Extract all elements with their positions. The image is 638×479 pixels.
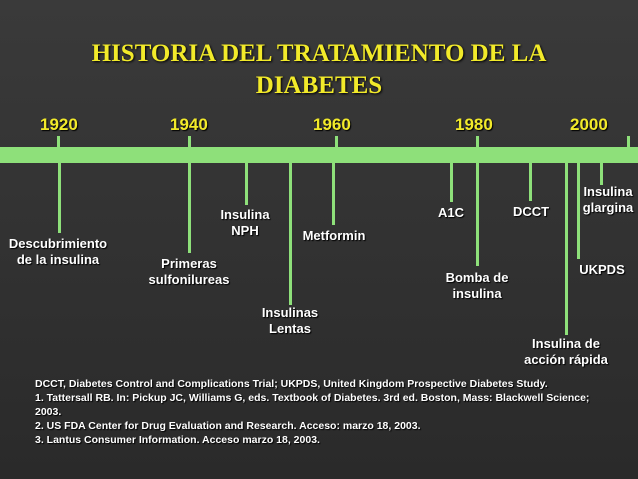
event-line-metformin [332,163,335,225]
event-glargina-line2: glargina [582,200,634,215]
event-a1c-line1: A1C [437,205,464,220]
event-metformin [295,228,373,244]
footnote-ref-1: 1. Tattersall RB. In: Pickup JC, Williams G, eds. Textbook of Diabetes. 3rd ed. Boston, Mass: Blackwell Science; [35,392,590,404]
event-primeras-line2: sulfonilureas [148,272,230,287]
event-metformin-line1: Metformin [302,228,366,243]
tick-1980 [476,136,479,147]
event-glargina [578,184,638,216]
event-rapida-line2: acción rápida [524,352,608,367]
footnote-ref-3: 3. Lantus Consumer Information. Acceso marzo 18, 2003. [35,434,320,446]
event-descubrimiento-line1: Descubrimiento [8,236,108,251]
year-label-2000: 2000 [570,115,608,134]
event-line-descubrimiento [58,163,61,233]
event-bomba-line2: insulina [452,286,502,301]
event-ukpds [574,262,630,278]
event-lentas [255,305,325,337]
event-bomba-line1: Bomba de [445,270,509,285]
event-glargina-line1: Insulina [583,184,633,199]
event-rapida-line1: Insulina de [532,336,600,351]
event-line-a1c [450,163,453,202]
event-ukpds-line1: UKPDS [579,262,625,277]
event-dcct-line1: DCCT [512,204,550,219]
event-nph-line2: NPH [231,223,259,238]
tick-1920 [57,136,60,147]
year-label-1920: 1920 [40,115,78,134]
event-nph-line1: Insulina [220,207,270,222]
event-line-lentas [289,163,292,305]
year-label-1980: 1980 [455,115,493,134]
event-line-rapida [565,163,568,335]
footnote-ref-2: 2. US FDA Center for Drug Evaluation and Research. Acceso: marzo 18, 2003. [35,420,421,432]
event-nph [213,207,277,239]
event-rapida [514,336,618,368]
title-line-2: DIABETES [255,72,383,99]
event-bomba [436,270,518,302]
event-primeras [143,256,235,288]
slide-title [0,38,638,102]
footnote-ref-1-cont: 2003. [35,406,62,418]
event-lentas-line2: Lentas [269,321,311,336]
event-lentas-line1: Insulinas [261,305,319,320]
event-descubrimiento-line2: de la insulina [16,252,100,267]
event-line-glargina [600,163,603,185]
event-line-nph [245,163,248,205]
footnotes [35,377,635,447]
event-line-dcct [529,163,532,201]
event-a1c [430,205,472,221]
tick-2000 [627,136,630,147]
event-line-bomba [476,163,479,266]
event-primeras-line1: Primeras [161,256,217,271]
tick-1960 [335,136,338,147]
footnote-abbreviations: DCCT, Diabetes Control and Complications Trial; UKPDS, United Kingdom Prospective Diabetes Study. [35,378,548,390]
tick-1940 [188,136,191,147]
event-dcct [505,204,557,220]
year-label-1940: 1940 [170,115,208,134]
timeline-bar [0,147,638,163]
year-label-1960: 1960 [313,115,351,134]
event-descubrimiento [8,236,108,268]
title-line-1: HISTORIA DEL TRATAMIENTO DE LA [91,40,547,67]
event-line-primeras [188,163,191,253]
